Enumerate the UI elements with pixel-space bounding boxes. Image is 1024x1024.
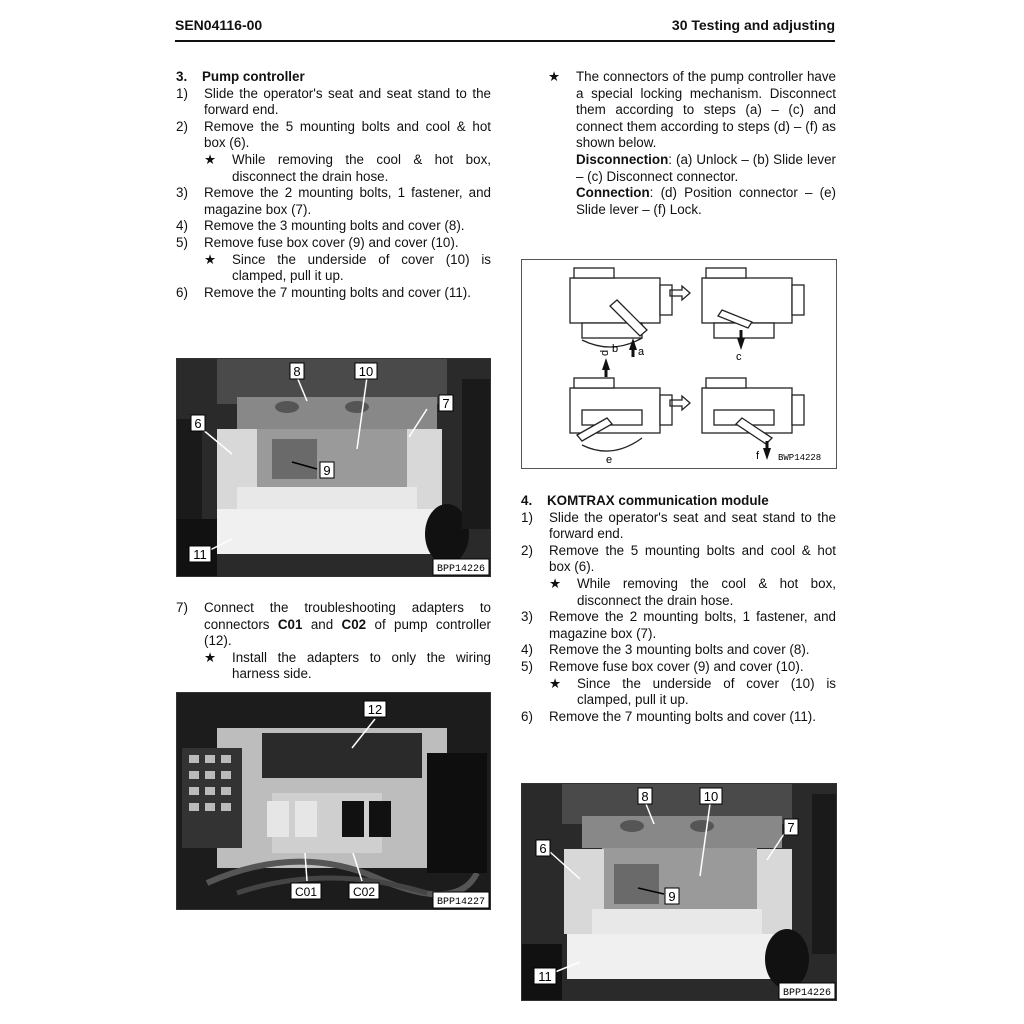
step-text: Slide the operator's seat and seat stand to the forward end. <box>549 509 836 542</box>
step-text-part: of pump controller (12). <box>204 616 491 649</box>
connector-c02-ref: C02 <box>341 616 367 632</box>
step-number: 1) <box>176 85 188 101</box>
section-number: 3. <box>176 69 188 84</box>
star-icon: ★ <box>548 69 561 84</box>
callout-label: 8 <box>641 789 649 804</box>
step <box>176 285 491 302</box>
step-text: Remove the 7 mounting bolts and cover (11). <box>549 708 816 724</box>
disconnection-text: : (a) Unlock – (b) Slide lever – (c) Disconnect connector. <box>576 151 836 184</box>
step-text: Remove the 2 mounting bolts, 1 fastener, and magazine box (7). <box>204 185 491 217</box>
star-icon: ★ <box>204 649 217 665</box>
callout-label: 10 <box>358 364 374 379</box>
step <box>521 709 836 726</box>
step-number: 5) <box>521 658 533 674</box>
step-text: Remove fuse box cover (9) and cover (10). <box>549 658 804 674</box>
note-text: Since the underside of cover (10) is clamped, pull it up. <box>577 675 836 708</box>
note <box>176 252 491 285</box>
star-icon: ★ <box>549 575 562 591</box>
step-number: 4) <box>176 218 188 234</box>
callout-label: 9 <box>668 889 676 904</box>
step-text-part: and <box>302 616 342 632</box>
section-3-title <box>176 69 491 86</box>
figure-code: BPP14226 <box>436 564 486 575</box>
note-text: Since the underside of cover (10) is clamped, pull it up. <box>232 251 491 284</box>
figure-code: BWP14228 <box>778 453 822 463</box>
connector-c01-ref: C01 <box>277 616 303 632</box>
step <box>521 609 836 642</box>
connector-note <box>548 69 836 218</box>
step <box>521 642 836 659</box>
step <box>176 218 491 235</box>
figure-code: BPP14226 <box>782 988 832 999</box>
note-text: While removing the cool & hot box, disconnect the drain hose. <box>577 575 836 608</box>
step-letter-e: e <box>606 454 613 466</box>
step-letter-b: b <box>612 343 619 355</box>
callout-label: 7 <box>787 820 795 835</box>
doc-id: SEN04116-00 <box>175 17 263 33</box>
step-number: 6) <box>521 708 533 724</box>
step-7-block <box>176 600 491 683</box>
step <box>176 600 491 650</box>
callout-label: 11 <box>538 969 552 984</box>
note <box>548 69 836 152</box>
step-number: 4) <box>521 642 533 658</box>
star-icon: ★ <box>549 675 562 691</box>
step-text: Slide the operator's seat and seat stand to the forward end. <box>204 85 491 118</box>
photo-pump-controller <box>176 692 491 910</box>
star-icon: ★ <box>204 151 217 167</box>
step-number: 3) <box>176 185 188 201</box>
step-number: 5) <box>176 234 188 250</box>
callout-label: 10 <box>703 789 719 804</box>
callout-label: 11 <box>193 547 207 562</box>
step <box>176 119 491 152</box>
step <box>176 235 491 252</box>
step-number: 6) <box>176 284 188 300</box>
step-number: 2) <box>521 542 533 558</box>
section-title: KOMTRAX communication module <box>547 493 769 508</box>
callout-label: 6 <box>194 416 202 431</box>
note-text: Install the adapters to only the wiring harness side. <box>232 649 491 682</box>
step <box>176 86 491 119</box>
note <box>521 576 836 609</box>
step-letter-f: f <box>756 450 760 462</box>
step-text: Remove the 7 mounting bolts and cover (11). <box>204 284 471 300</box>
step-number: 3) <box>521 609 533 625</box>
note <box>521 676 836 709</box>
callout-label: 8 <box>293 364 301 379</box>
callout-label: C02 <box>352 885 376 899</box>
step <box>521 659 836 676</box>
step-text: Remove fuse box cover (9) and cover (10). <box>204 234 459 250</box>
callout-label: 12 <box>367 702 383 717</box>
step-number: 7) <box>176 600 188 615</box>
step <box>176 185 491 218</box>
section-header: 30 Testing and adjusting <box>671 17 835 33</box>
disconnection-line <box>576 152 836 185</box>
right-column-section-4 <box>521 493 836 725</box>
photo-cab-interior <box>176 358 491 577</box>
section-number: 4. <box>521 493 533 508</box>
step-number: 2) <box>176 118 188 134</box>
step-text <box>204 600 491 650</box>
callout-label: 6 <box>539 841 547 856</box>
step-text: Remove the 3 mounting bolts and cover (8). <box>204 218 465 234</box>
step-letter-d: d <box>599 349 611 356</box>
step-text: Remove the 5 mounting bolts and cool & hot box (6). <box>204 118 491 151</box>
note-text: The connectors of the pump controller have a special locking mechanism. Disconnect them according to steps (a) – (c) and connect them according to steps (d) – (f) as shown below. <box>576 69 836 151</box>
step <box>521 510 836 543</box>
step-text: Remove the 5 mounting bolts and cool & hot box (6). <box>549 542 836 575</box>
header-rule <box>175 40 835 42</box>
section-4-title <box>521 493 836 510</box>
connector-lock-diagram <box>521 259 837 469</box>
connection-label: Connection <box>576 185 650 201</box>
callout-label: 9 <box>323 463 331 478</box>
step-letter-a: a <box>638 346 645 358</box>
figure-code: BPP14227 <box>436 897 486 908</box>
callout-label: C01 <box>294 885 318 899</box>
step <box>521 543 836 576</box>
section-title: Pump controller <box>202 69 305 84</box>
left-column <box>176 69 491 301</box>
connection-line <box>576 185 836 218</box>
star-icon: ★ <box>204 251 217 267</box>
step-text: Remove the 3 mounting bolts and cover (8). <box>549 642 810 658</box>
note <box>176 650 491 683</box>
photo-cab-interior-2 <box>521 783 837 1001</box>
step-text-part: Connect the troubleshooting adapters to connectors <box>204 600 491 632</box>
step-text: Remove the 2 mounting bolts, 1 fastener, and magazine box (7). <box>549 609 836 641</box>
step-letter-c: c <box>736 351 742 363</box>
note-text: While removing the cool & hot box, disconnect the drain hose. <box>232 151 491 184</box>
note <box>176 152 491 185</box>
step-number: 1) <box>521 509 533 525</box>
disconnection-label: Disconnection <box>576 151 669 167</box>
connection-text: : (d) Position connector – (e) Slide lever – (f) Lock. <box>576 185 836 217</box>
callout-label: 7 <box>442 396 450 411</box>
